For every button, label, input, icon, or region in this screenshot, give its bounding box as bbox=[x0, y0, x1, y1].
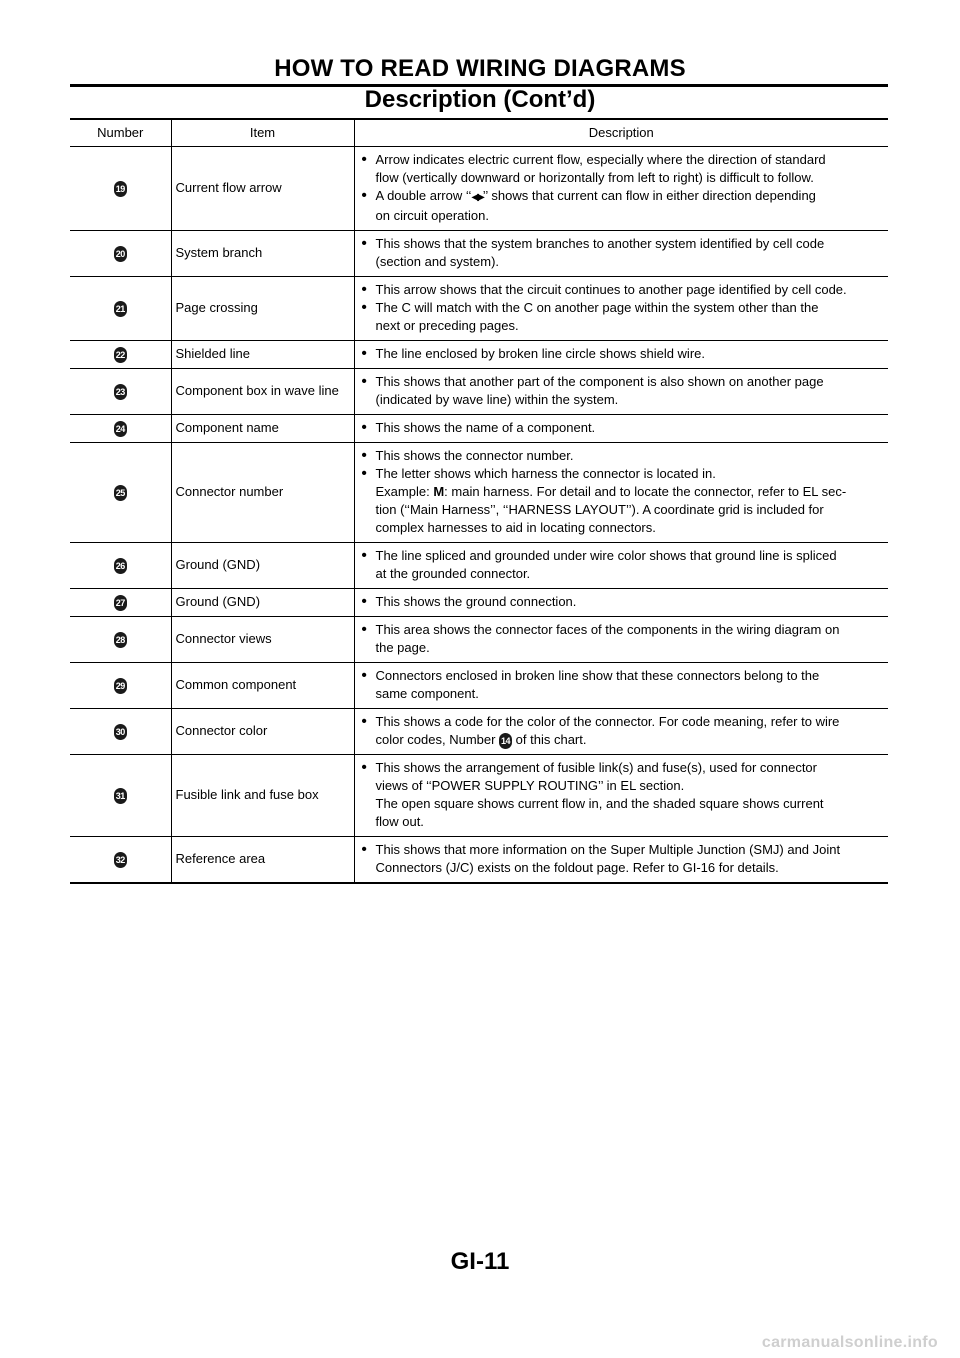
bullet-line: • The letter shows which harness the connector is located in. bbox=[362, 465, 883, 483]
number-cell bbox=[70, 663, 171, 709]
table-row bbox=[70, 755, 888, 837]
number-cell bbox=[70, 617, 171, 663]
bullet-line: • The line enclosed by broken line circle shows shield wire. bbox=[362, 345, 883, 363]
number-badge: 23 bbox=[114, 384, 127, 400]
description-cell bbox=[354, 147, 888, 231]
bullet-line: • This shows that another part of the component is also shown on another page bbox=[362, 373, 883, 391]
continuation-line: next or preceding pages. bbox=[375, 318, 519, 333]
table-body bbox=[70, 147, 888, 884]
line-text: : main harness. For detail and to locate the connector, refer to EL sec- bbox=[444, 484, 847, 499]
bullet-line: • Arrow indicates electric current flow, especially where the direction of standard bbox=[362, 151, 883, 169]
description-cell bbox=[354, 277, 888, 341]
page-subtitle: Description (Cont’d) bbox=[364, 86, 596, 113]
description-cell bbox=[354, 543, 888, 589]
description-cell bbox=[354, 341, 888, 369]
table-row bbox=[70, 277, 888, 341]
description-cell bbox=[354, 709, 888, 755]
item-cell: Connector color bbox=[171, 709, 354, 755]
column-header-item: Item bbox=[171, 120, 354, 147]
continuation-line: same component. bbox=[375, 686, 479, 701]
item-cell: Current flow arrow bbox=[171, 147, 354, 231]
page-number: GI-11 bbox=[450, 1248, 510, 1275]
column-header-number: Number bbox=[70, 120, 171, 147]
item-cell: Component name bbox=[171, 415, 354, 443]
table-row bbox=[70, 543, 888, 589]
bullet-line: • This shows the ground connection. bbox=[362, 593, 883, 611]
column-header-description: Description bbox=[354, 120, 888, 147]
number-cell bbox=[70, 369, 171, 415]
table-row bbox=[70, 663, 888, 709]
number-badge: 21 bbox=[114, 301, 127, 317]
line-text: ’’ shows that current can flow in either direction depending bbox=[482, 188, 816, 203]
number-badge: 24 bbox=[114, 421, 127, 437]
description-cell bbox=[354, 443, 888, 543]
continuation-line: views of ‘‘POWER SUPPLY ROUTING’’ in EL section. bbox=[375, 778, 685, 793]
number-cell bbox=[70, 231, 171, 277]
page-header bbox=[0, 56, 960, 82]
number-cell bbox=[70, 443, 171, 543]
item-cell: Shielded line bbox=[171, 341, 354, 369]
bullet-line: • This shows that the system branches to another system identified by cell code bbox=[362, 235, 883, 253]
continuation-line: on circuit operation. bbox=[375, 208, 489, 223]
continuation-line: the page. bbox=[375, 640, 430, 655]
description-cell bbox=[354, 369, 888, 415]
number-badge: 25 bbox=[114, 485, 127, 501]
bullet-line: • This shows that more information on the Super Multiple Junction (SMJ) and Joint bbox=[362, 841, 883, 859]
number-badge: 22 bbox=[114, 347, 127, 363]
bullet-line: • The C will match with the C on another page within the system other than the bbox=[362, 299, 883, 317]
item-cell: Ground (GND) bbox=[171, 543, 354, 589]
description-cell bbox=[354, 589, 888, 617]
number-badge: 26 bbox=[114, 558, 127, 574]
number-cell bbox=[70, 415, 171, 443]
bullet-line: • This shows the connector number. bbox=[362, 447, 883, 465]
bullet-line: • This shows a code for the color of the connector. For code meaning, refer to wire bbox=[362, 713, 883, 731]
continuation-line bbox=[362, 731, 883, 749]
number-badge: 28 bbox=[114, 632, 127, 648]
number-cell bbox=[70, 277, 171, 341]
line-text: A double arrow ‘‘ bbox=[375, 188, 472, 203]
number-cell bbox=[70, 147, 171, 231]
bullet-line bbox=[362, 187, 883, 207]
item-cell: Reference area bbox=[171, 837, 354, 884]
description-cell bbox=[354, 231, 888, 277]
continuation-line: complex harnesses to aid in locating connectors. bbox=[375, 520, 656, 535]
table-row bbox=[70, 415, 888, 443]
continuation-line: (indicated by wave line) within the system. bbox=[375, 392, 619, 407]
description-cell bbox=[354, 617, 888, 663]
table-row bbox=[70, 709, 888, 755]
bullet-line: • This shows the name of a component. bbox=[362, 419, 883, 437]
description-cell bbox=[354, 755, 888, 837]
number-badge: 27 bbox=[114, 595, 127, 611]
table-header-row bbox=[70, 120, 888, 147]
number-badge: 31 bbox=[114, 788, 127, 804]
harness-letter: M bbox=[433, 484, 445, 499]
number-badge: 32 bbox=[114, 852, 127, 868]
item-cell: Connector number bbox=[171, 443, 354, 543]
number-cell bbox=[70, 341, 171, 369]
table-row bbox=[70, 837, 888, 884]
reference-number-badge: 14 bbox=[499, 733, 512, 749]
number-cell bbox=[70, 709, 171, 755]
double-arrow-icon: ◀▶ bbox=[471, 192, 483, 203]
continuation-line: (section and system). bbox=[375, 254, 500, 269]
watermark: carmanualsonline.info bbox=[761, 1334, 938, 1351]
continuation-line: The open square shows current flow in, and the shaded square shows current bbox=[375, 796, 824, 811]
number-cell bbox=[70, 589, 171, 617]
table-row bbox=[70, 147, 888, 231]
item-cell: System branch bbox=[171, 231, 354, 277]
line-text: Example: bbox=[375, 484, 434, 499]
bullet-line: • Connectors enclosed in broken line show that these connectors belong to the bbox=[362, 667, 883, 685]
page-title: HOW TO READ WIRING DIAGRAMS bbox=[274, 55, 686, 82]
number-badge: 20 bbox=[114, 246, 127, 262]
description-table-wrap bbox=[70, 118, 888, 884]
item-cell: Connector views bbox=[171, 617, 354, 663]
item-cell: Common component bbox=[171, 663, 354, 709]
table-row bbox=[70, 341, 888, 369]
description-cell bbox=[354, 663, 888, 709]
continuation-line: Connectors (J/C) exists on the foldout page. Refer to GI-16 for details. bbox=[375, 860, 779, 875]
bullet-line: • The line spliced and grounded under wire color shows that ground line is spliced bbox=[362, 547, 883, 565]
table-row bbox=[70, 617, 888, 663]
table-row bbox=[70, 231, 888, 277]
item-cell: Ground (GND) bbox=[171, 589, 354, 617]
item-cell: Component box in wave line bbox=[171, 369, 354, 415]
continuation-line: at the grounded connector. bbox=[375, 566, 531, 581]
bullet-line: • This arrow shows that the circuit continues to another page identified by cell code. bbox=[362, 281, 883, 299]
line-text: color codes, Number bbox=[375, 732, 500, 747]
continuation-line: flow out. bbox=[375, 814, 424, 829]
description-table bbox=[70, 120, 888, 884]
description-cell bbox=[354, 415, 888, 443]
number-cell bbox=[70, 543, 171, 589]
continuation-line bbox=[362, 483, 883, 501]
continuation-line: tion (‘‘Main Harness’’, ‘‘HARNESS LAYOUT’’). A coordinate grid is included for bbox=[375, 502, 824, 517]
number-cell bbox=[70, 837, 171, 884]
table-row bbox=[70, 443, 888, 543]
bullet-line: • This area shows the connector faces of the components in the wiring diagram on bbox=[362, 621, 883, 639]
line-text: of this chart. bbox=[512, 732, 587, 747]
item-cell: Page crossing bbox=[171, 277, 354, 341]
item-cell: Fusible link and fuse box bbox=[171, 755, 354, 837]
continuation-line: flow (vertically downward or horizontally from left to right) is difficult to follow. bbox=[375, 170, 814, 185]
table-row bbox=[70, 369, 888, 415]
table-row bbox=[70, 589, 888, 617]
bullet-line: • This shows the arrangement of fusible link(s) and fuse(s), used for connector bbox=[362, 759, 883, 777]
number-badge: 29 bbox=[114, 678, 127, 694]
number-badge: 30 bbox=[114, 724, 127, 740]
number-badge: 19 bbox=[114, 181, 127, 197]
description-cell bbox=[354, 837, 888, 884]
number-cell bbox=[70, 755, 171, 837]
